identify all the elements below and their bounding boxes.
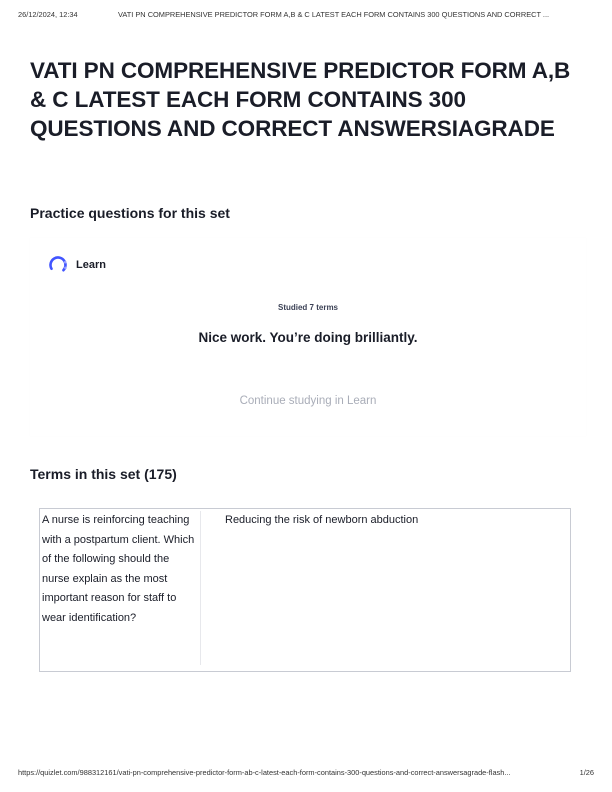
print-document-title: VATI PN COMPREHENSIVE PREDICTOR FORM A,B & C LATEST EACH FORM CONTAINS 300 QUESTIONS AND CORRECT ...	[118, 10, 550, 19]
page-title: VATI PN COMPREHENSIVE PREDICTOR FORM A,B & C LATEST EACH FORM CONTAINS 300 QUESTIONS AND CORRECT ANSWERSIAGRADE	[30, 58, 571, 141]
term-question: A nurse is reinforcing teaching with a postpartum client. Which of the following should the nurse explain as the most important reason for staff to wear identification?	[42, 511, 201, 665]
studied-count: Studied 7 terms	[277, 303, 338, 312]
learn-panel	[30, 238, 586, 436]
learn-progress-icon	[47, 254, 69, 276]
continue-learn-link[interactable]: Continue studying in Learn	[239, 395, 377, 407]
print-url: https://quizlet.com/988312161/vati-pn-comprehensive-predictor-form-ab-c-latest-each-form-contains-300-questions-and-correct-answersagrade-flash...	[18, 768, 511, 777]
term-row[interactable]	[40, 509, 570, 671]
learn-label: Learn	[76, 259, 106, 271]
terms-table	[39, 508, 571, 672]
practice-heading: Practice questions for this set	[30, 205, 230, 221]
page-number: 1/26	[579, 768, 594, 777]
learn-button[interactable]	[47, 254, 106, 276]
print-date: 26/12/2024, 12:34	[18, 10, 78, 19]
praise-message: Nice work. You’re doing brilliantly.	[198, 330, 418, 345]
term-answer: Reducing the risk of newborn abduction	[225, 514, 419, 526]
terms-heading: Terms in this set (175)	[30, 466, 177, 482]
